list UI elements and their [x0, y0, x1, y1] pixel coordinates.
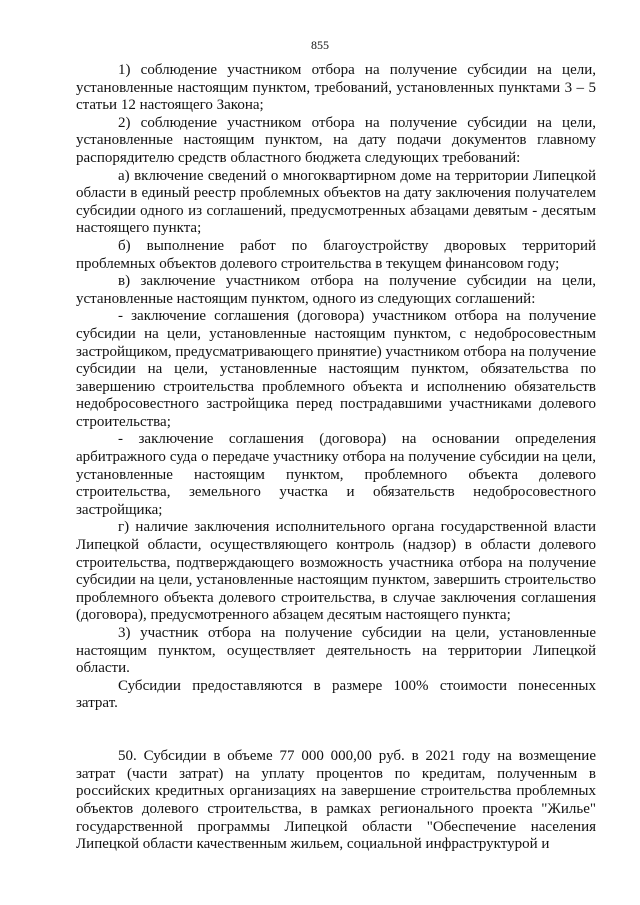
- paragraph-gap: [76, 731, 596, 749]
- paragraph-subitem-v: в) заключение участником отбора на получение субсидии на цели, установленные настоящим пунктом, одного из следующих соглашений:: [76, 273, 596, 307]
- paragraph-subsidy-size: Субсидии предоставляются в размере 100% стоимости понесенных затрат.: [76, 677, 596, 712]
- paragraph-item-1: 1) соблюдение участником отбора на получение субсидии на цели, установленные настоящим пунктом, требований, установленных пунктами 3 – 5 статьи 12 настоящего Закона;: [76, 62, 596, 114]
- paragraph-item-3: 3) участник отбора на получение субсидии на цели, установленные настоящим пунктом, осуществляет деятельность на территории Липецкой области.: [76, 625, 596, 677]
- paragraph-item-2: 2) соблюдение участником отбора на получение субсидии на цели, установленные настоящим пунктом, на дату подачи документов главному распорядителю средств областного бюджета следующих требований:: [76, 114, 596, 166]
- paragraph-gap: [76, 713, 596, 731]
- document-body: [76, 62, 596, 854]
- paragraph-subitem-b: б) выполнение работ по благоустройству дворовых территорий проблемных объектов долевого строительства в текущем финансовом году;: [76, 237, 596, 272]
- paragraph-subitem-g: г) наличие заключения исполнительного органа государственной власти Липецкой области, осуществляющего контроль (надзор) в области долевого строительства, подтверждающего возможность участника отбора на получение субсидии на цели, установленные настоящим пунктом, завершить строительство проблемного объекта долевого строительства, в случае заключения соглашения (договора), предусмотренного абзацем десятым настоящего пункта;: [76, 519, 596, 624]
- paragraph-subitem-a: а) включение сведений о многоквартирном доме на территории Липецкой области в единый реестр проблемных объектов на дату заключения получателем субсидии одного из соглашений, предусмотренных абзацами девятым - десятым настоящего пункта;: [76, 167, 596, 237]
- paragraph-dash-2: - заключение соглашения (договора) на основании определения арбитражного суда о передаче участнику отбора на получение субсидии на цели, установленные настоящим пунктом, проблемного объекта долевого строительства, земельного участка и обязательств недобросовестного застройщика;: [76, 431, 596, 518]
- paragraph-dash-1: - заключение соглашения (договора) участником отбора на получение субсидии на цели, установленные настоящим пунктом, с недобросовестным застройщиком, предусматривающего принятие) участником отбора на получение субсидии на цели, установленные настоящим пунктом, обязательства по завершению строительства проблемного объекта и исполнению обязательств недобросовестного застройщика перед пострадавшими участниками долевого строительства;: [76, 308, 596, 430]
- page-number: 855: [311, 38, 329, 52]
- paragraph-50: 50. Субсидии в объеме 77 000 000,00 руб. в 2021 году на возмещение затрат (части затрат) на уплату процентов по кредитам, полученным в российских кредитных организациях на завершение строительства проблемных объектов долевого строительства, в рамках регионального проекта "Жилье" государственной программы Липецкой области "Обеспечение населения Липецкой области качественным жильем, социальной инфраструктурой и: [76, 748, 596, 853]
